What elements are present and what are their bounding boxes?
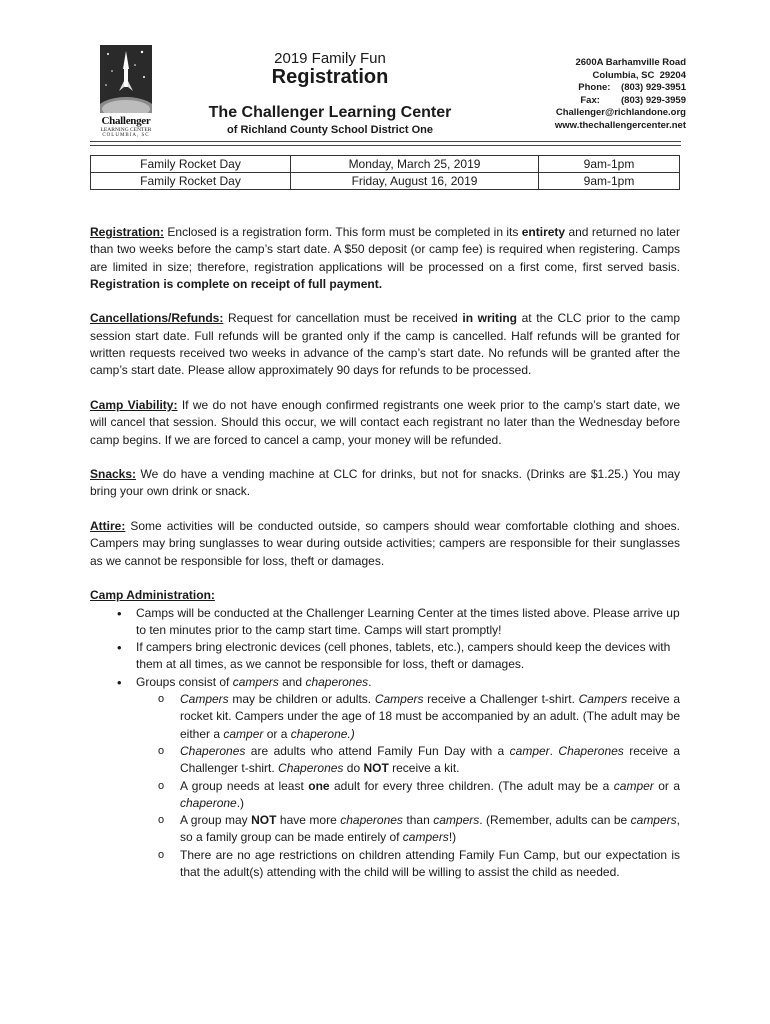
contact-email: Challenger@richlandone.org <box>555 107 686 119</box>
contact-block <box>555 57 686 133</box>
contact-address: 2600A Barhamville Road <box>575 57 686 68</box>
attire-paragraph: Attire: Some activities will be conducted outside, so campers should wear comfortable clothing and shoes. Campers may bring sunglasses to wear during outside activities; campers are responsible for their sunglasses as we cannot be responsible for loss, theft or damages. <box>90 519 680 568</box>
registration-paragraph: Registration: Enclosed is a registration form. This form must be completed in its entirety and returned no later than two weeks before the camp’s start date. A $50 deposit (or camp fee) is required when registering. Camps are limited in size; therefore, registration applications will be processed on a first come, first served basis. Registration is complete on receipt of full payment. <box>90 225 680 291</box>
cancellations-heading: Cancellations/Refunds: <box>90 311 224 326</box>
snacks-paragraph: Snacks: We do have a vending machine at CLC for drinks, but not for snacks. (Drinks are $1.25.) You may bring your own drink or snack. <box>90 467 680 499</box>
list-item: • If campers bring electronic devices (cell phones, tablets, etc.), campers should keep the devices with them at all times, as we cannot be responsible for loss, theft or damages. <box>136 639 680 674</box>
event-time: 9am-1pm <box>539 156 680 173</box>
list-item: o Chaperones are adults who attend Family Fun Day with a camper. Chaperones receive a Challenger t-shirt. Chaperones do NOT receive a kit. <box>180 743 680 778</box>
rocket-logo-icon <box>100 45 152 113</box>
list-item: o A group needs at least one adult for every three children. (The adult may be a camper or a chaperone.) <box>180 778 680 813</box>
table-row <box>91 156 680 173</box>
list-item: o There are no age restrictions on children attending Family Fun Camp, but our expectation is that the adult(s) attending with the child will be willing to assist the child as needed. <box>180 847 680 882</box>
group-rules-list <box>136 691 680 881</box>
logo-subtitle: LEARNING CENTER <box>100 127 152 133</box>
event-schedule-table <box>90 155 680 190</box>
district-name: of Richland County School District One <box>227 124 433 136</box>
registration-heading: Registration: <box>90 225 165 239</box>
event-date: Friday, August 16, 2019 <box>291 173 539 190</box>
header-divider-2 <box>90 145 681 146</box>
viability-heading: Camp Viability: <box>90 397 178 412</box>
cancellations-paragraph: Cancellations/Refunds: Request for cancellation must be received in writing at the CLC prior to the camp session start date. Full refunds will be granted only if the camp is cancelled. Half refunds will be granted for written requests received two weeks in advance of the camp’s start date. No refunds will be granted after the camp’s start date. Please allow approximately 90 days for refunds to be processed. <box>90 311 681 378</box>
page-title: Registration <box>271 66 389 88</box>
event-date: Monday, March 25, 2019 <box>291 156 539 173</box>
event-time: 9am-1pm <box>539 173 680 190</box>
contact-city: Columbia, SC 29204 <box>592 69 686 81</box>
contact-fax: Fax: (803) 929-3959 <box>580 94 686 106</box>
document-body <box>90 224 680 881</box>
header-subtitle: 2019 Family Fun <box>274 50 386 67</box>
logo-wordmark: Challenger <box>101 115 151 127</box>
list-item: • Groups consist of campers and chaperones. o Campers may be children or adults. Campers receive a Challenger t-shirt. Campers receive a rocket kit. Campers under the age of 18 must be accompanied by an adult. (The adult may be either a camper or a chaperone.) o Chaperones are adults who attend Family Fun Day with a camper. Chaperones receive a Challenger t-shirt. Chaperones do NOT receive a kit. o A group needs at least one adult for every three children. (The adult may be a camper or a chaperone.) o A group may NOT have more chaperones than campers. (Remember, adults can be campers, so a family group can be made entirely of campers!) o There are no age restrictions on children attending Family Fun Camp, but our expectation is that the adult(s) attending with the child will be willing to assist the child as needed. <box>136 674 680 882</box>
contact-phone: Phone: (803) 929-3951 <box>578 82 686 94</box>
admin-list <box>90 605 680 882</box>
list-item: o A group may NOT have more chaperones than campers. (Remember, adults can be campers, so a family group can be made entirely of campers!) <box>180 812 680 847</box>
admin-section <box>90 587 680 881</box>
contact-website: www.thechallengercenter.net <box>554 119 686 131</box>
table-row <box>91 173 680 190</box>
admin-heading: Camp Administration: <box>90 588 215 603</box>
list-item: • Camps will be conducted at the Challenger Learning Center at the times listed above. Please arrive up to ten minutes prior to the camp start time. Camps will start promptly! <box>136 605 680 640</box>
event-name: Family Rocket Day <box>91 156 291 173</box>
challenger-logo <box>98 45 154 153</box>
event-name: Family Rocket Day <box>91 173 291 190</box>
organization-name: The Challenger Learning Center <box>208 104 452 121</box>
viability-paragraph: Camp Viability: If we do not have enough confirmed registrants one week prior to the camp’s start date, we will cancel that session. Should this occur, we will contact each registrant no later than the Wednesday before camp begins. If we are forced to cancel a camp, your money will be refunded. <box>90 397 680 447</box>
header-divider <box>90 141 681 142</box>
logo-city: COLUMBIA, SC <box>102 133 150 138</box>
snacks-heading: Snacks: <box>90 467 137 482</box>
list-item: o Campers may be children or adults. Campers receive a Challenger t-shirt. Campers receive a rocket kit. Campers under the age of 18 must be accompanied by an adult. (The adult may be either a camper or a chaperone.) <box>180 691 680 743</box>
attire-heading: Attire: <box>90 519 126 534</box>
